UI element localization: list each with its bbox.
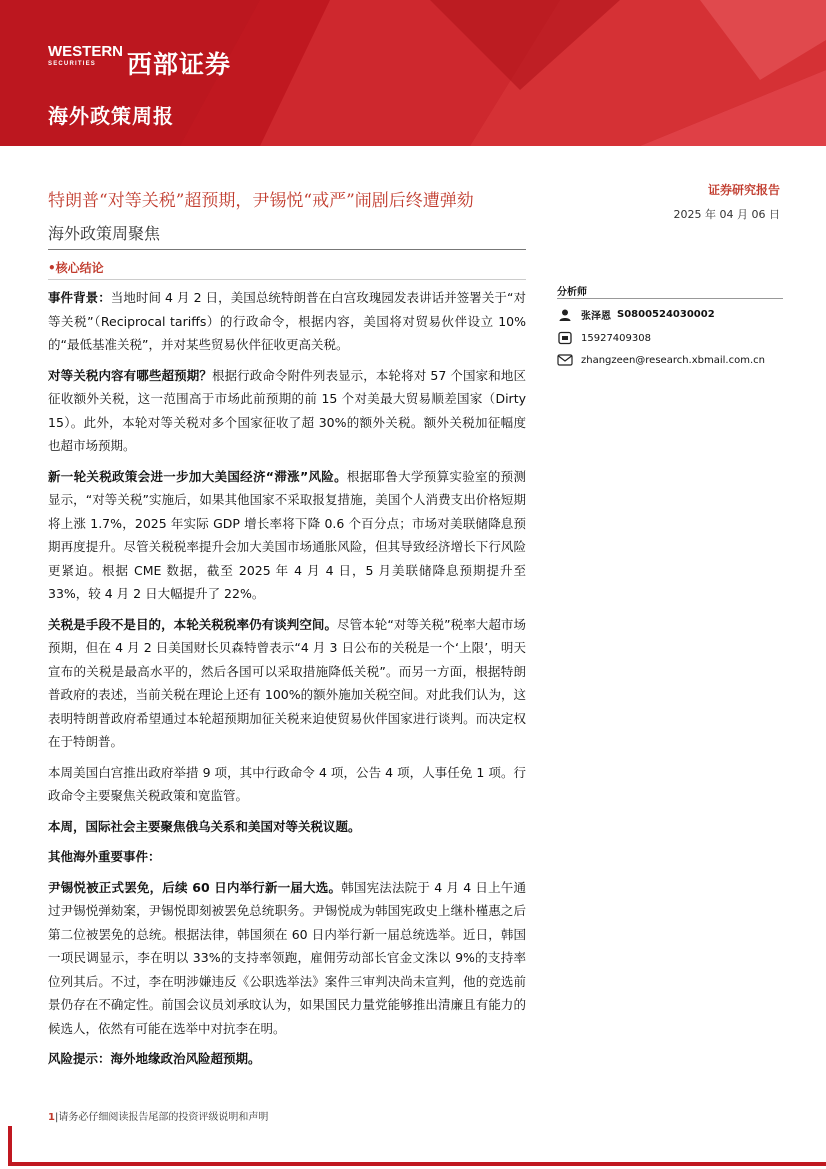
analyst-phone-row [557,331,651,345]
report-series-title: 海外政策周报 [48,104,174,128]
paragraph [48,876,526,1041]
paragraph [48,465,526,606]
report-date: 2025 年 04 月 06 日 [673,208,780,221]
paragraph-lead: 对等关税内容有哪些超预期？ [48,367,212,383]
paragraph [48,286,526,357]
paragraph-text: 根据行政命令附件列表显示，本轮将对 57 个国家和地区征收额外关税，这一范围高于市场此前预期的前 15 个对美最大贸易顺差国家（Dirty 15）。此外，本轮对等关税对多个国家征收了超 30%的额外关税。额外关税加征幅度也超市场预期。 [48,367,526,453]
paragraph-lead: 事件背景： [48,290,111,305]
paragraph [48,761,526,808]
paragraph [48,1047,526,1071]
logo-text-en: WESTERN [48,43,123,60]
paragraph-text: 韩国宪法法院于 4 月 4 日上午通过尹锡悦弹劾案，尹锡悦即刻被罢免总统职务。尹锡悦成为韩国宪政史上继朴槿惠之后第二位被罢免的总统。根据法律，韩国须在 60 日内举行新一届总统选举。近日，韩国一项民调显示，李在明以 33%的支持率领跑，雇佣劳动部长官金文洙以 9%的支持率位列其后。不过，李在明涉嫌违反《公职选举法》案件三审判决尚未宣判，他的竞选前景仍存在不确定性。前国会议员刘承旼认为，如果国民力量党能够推出清廉且有能力的候选人，依然有可能在选举中对抗李在明。 [48,879,526,1036]
risk-warning: 风险提示：海外地缘政治风险超预期。 [48,1051,261,1066]
analyst-email-row [557,353,765,367]
report-type: 证券研究报告 [707,183,780,197]
paragraph-text: 根据耶鲁大学预算实验室的预测显示，“对等关税”实施后，如果其他国家不采取报复措施，美国个人消费支出价格短期将上涨 1.7%，2025 年实际 GDP 增长率将下降 0.6 个百分点；市场对美联储降息预期再度提升。尽管关税税率提升会加大美国市场通胀风险，但其导致经济增长下行风险更紧迫。根据 CME 数据，截至 2025 年 4 月 4 日，5 月美联储降息预期提升至 33%，较 4 月 2 日大幅提升了 22%。 [48,468,526,601]
email-icon [557,353,573,367]
person-icon [557,308,573,322]
report-body [48,286,526,1078]
divider [48,279,526,280]
core-conclusion-label: •核心结论 [48,261,104,275]
company-logo [48,44,123,67]
report-subtitle: 海外政策周聚焦 [48,224,161,243]
divider [557,298,783,299]
corner-decoration [8,1126,12,1166]
report-title: 特朗普“对等关税”超预期，尹锡悦“戒严”闹剧后终遭弹劾 [48,191,474,211]
analyst-name-row [557,307,715,322]
analyst-phone: 15927409308 [581,332,651,344]
paragraph [48,845,526,869]
paragraph-lead: 本周，国际社会主要聚焦俄乌关系和美国对等关税议题。 [48,818,361,834]
paragraph-lead: 新一轮关税政策会进一步加大美国经济“滞涨”风险。 [48,468,347,484]
paragraph [48,815,526,839]
analyst-cert-number: S0800524030002 [617,309,715,320]
analyst-email[interactable]: zhangzeen@research.xbmail.com.cn [581,354,765,366]
paragraph-lead: 关税是手段不是目的，本轮关税税率仍有谈判空间。 [48,616,338,632]
logo-text-cn: 西部证券 [127,50,232,79]
paragraph-lead: 尹锡悦被正式罢免，后续 60 日内举行新一届大选。 [48,879,342,895]
footer-disclaimer: |请务必仔细阅读报告尾部的投资评级说明和声明 [54,1112,269,1123]
analyst-heading: 分析师 [557,287,587,298]
page-footer [48,1108,268,1123]
paragraph [48,364,526,458]
paragraph-text: 尽管本轮“对等关税”税率大超市场预期，但在 4 月 2 日美国财长贝森特曾表示“4 月 3 日公布的关税是一个‘上限’，明天宣布的关税是最高水平的，然后各国可以采取措施降低关税”。而另一方面，根据特朗普政府的表述，当前关税在理论上还有 100%的额外施加关税空间。对此我们认为，这表明特朗普政府希望通过本轮超预期加征关税来迫使贸易伙伴国家进行谈判。而决定权在于特朗普。 [48,616,526,749]
header-banner [0,0,826,146]
logo-text-en-sub: SECURITIES [48,61,97,67]
paragraph-lead: 其他海外重要事件： [48,849,161,864]
analyst-name: 张泽恩 [581,311,611,322]
corner-decoration [8,1162,826,1166]
divider [48,249,526,250]
paragraph [48,613,526,754]
paragraph-text: 当地时间 4 月 2 日，美国总统特朗普在白宫玫瑰园发表讲话并签署关于“对等关税”（Reciprocal tariffs）的行政命令，根据内容，美国将对贸易伙伴设立 10%的“最低基准关税”，并对某些贸易伙伴征收更高关税。 [48,290,526,352]
phone-icon [557,331,573,345]
page-number: 1 [48,1112,55,1123]
paragraph-text: 本周美国白宫推出政府举措 9 项，其中行政命令 4 项，公告 4 项，人事任免 1 项。行政命令主要聚焦关税政策和宽监管。 [48,764,526,803]
